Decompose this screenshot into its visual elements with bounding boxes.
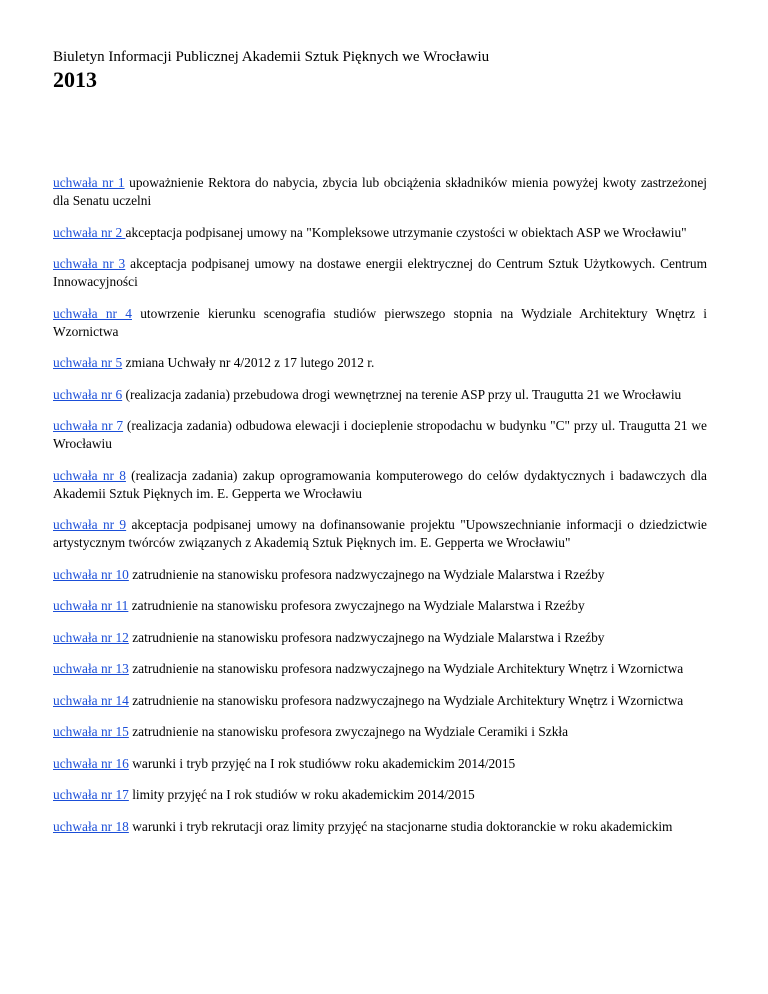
list-item xyxy=(53,305,707,341)
resolution-link-10[interactable]: uchwała nr 10 xyxy=(53,566,129,582)
list-item xyxy=(53,660,707,678)
resolution-description: (realizacja zadania) odbudowa elewacji i docieplenie stropodachu w budynku "C" przy ul. Traugutta 21 we Wrocławiu xyxy=(53,418,707,451)
resolution-link-18[interactable]: uchwała nr 18 xyxy=(53,818,129,834)
resolution-link-16[interactable]: uchwała nr 16 xyxy=(53,755,129,771)
resolution-link-5[interactable]: uchwała nr 5 xyxy=(53,355,123,370)
list-item xyxy=(53,255,707,291)
list-item xyxy=(53,354,707,372)
resolution-link-17[interactable]: uchwała nr 17 xyxy=(53,787,129,802)
list-item xyxy=(53,723,707,741)
resolution-description: utowrzenie kierunku scenografia studiów pierwszego stopnia na Wydziale Architektury Wnętrz i Wzornictwa xyxy=(53,305,707,339)
resolution-description: zatrudnienie na stanowisku profesora zwyczajnego na Wydziale Ceramiki i Szkła xyxy=(128,724,569,739)
resolution-description: zatrudnienie na stanowisku profesora nadzwyczajnego na Wydziale Malarstwa i Rzeźby xyxy=(128,566,605,582)
resolution-link-4[interactable]: uchwała nr 4 xyxy=(53,305,132,321)
list-item xyxy=(53,818,707,836)
resolution-description: zatrudnienie na stanowisku profesora nadzwyczajnego na Wydziale Architektury Wnętrz i Wzornictwa xyxy=(128,692,684,708)
list-item xyxy=(53,417,707,453)
resolution-link-2[interactable]: uchwała nr 2 xyxy=(53,224,126,240)
list-item xyxy=(53,692,707,710)
list-item xyxy=(53,629,707,647)
resolution-link-13[interactable]: uchwała nr 13 xyxy=(53,661,129,676)
resolution-description: akceptacja podpisanej umowy na dostawe energii elektrycznej do Centrum Sztuk Użytkowych. Centrum Innowacyjności xyxy=(53,256,707,289)
resolution-link-11[interactable]: uchwała nr 11 xyxy=(53,598,129,613)
resolution-link-12[interactable]: uchwała nr 12 xyxy=(53,629,129,645)
resolution-description: (realizacja zadania) przebudowa drogi wewnętrznej na terenie ASP przy ul. Traugutta 21 we Wrocławiu xyxy=(122,386,682,402)
list-item xyxy=(53,755,707,773)
resolution-description: zmiana Uchwały nr 4/2012 z 17 lutego 2012 r. xyxy=(122,355,375,370)
resolution-description: zatrudnienie na stanowisku profesora zwyczajnego na Wydziale Malarstwa i Rzeźby xyxy=(128,598,585,613)
list-item xyxy=(53,516,707,552)
bulletin-title: Biuletyn Informacji Publicznej Akademii Sztuk Pięknych we Wrocławiu xyxy=(53,49,490,65)
list-item xyxy=(53,386,707,404)
resolution-description: zatrudnienie na stanowisku profesora nadzwyczajnego na Wydziale Malarstwa i Rzeźby xyxy=(128,629,605,645)
resolution-link-15[interactable]: uchwała nr 15 xyxy=(53,724,129,739)
resolution-link-3[interactable]: uchwała nr 3 xyxy=(53,256,126,271)
resolution-description: limity przyjęć na I rok studiów w roku akademickim 2014/2015 xyxy=(128,787,475,802)
resolution-link-8[interactable]: uchwała nr 8 xyxy=(53,467,126,483)
resolution-link-1[interactable]: uchwała nr 1 xyxy=(53,175,125,190)
resolution-description: zatrudnienie na stanowisku profesora nadzwyczajnego na Wydziale Architektury Wnętrz i Wzornictwa xyxy=(128,661,684,676)
resolution-link-7[interactable]: uchwała nr 7 xyxy=(53,418,124,433)
resolution-link-9[interactable]: uchwała nr 9 xyxy=(53,517,127,532)
list-item xyxy=(53,467,707,503)
resolution-link-6[interactable]: uchwała nr 6 xyxy=(53,386,123,402)
document-page xyxy=(53,48,707,834)
list-item xyxy=(53,566,707,584)
resolution-description: akceptacja podpisanej umowy na dofinansowanie projektu "Upowszechnianie informacji o dziedzictwie artystycznym twórców związanych z Akademią Sztuk Pięknych im. E. Gepperta we Wrocławiu" xyxy=(53,517,707,550)
list-item xyxy=(53,786,707,804)
resolution-description: warunki i tryb przyjęć na I rok studióww roku akademickim 2014/2015 xyxy=(128,755,516,771)
resolutions-list xyxy=(53,174,707,849)
list-item xyxy=(53,174,707,210)
list-item xyxy=(53,224,707,242)
resolution-description: (realizacja zadania) zakup oprogramowania komputerowego do celów dydaktycznych i badawczych dla Akademii Sztuk Pięknych im. E. Gepperta we Wrocławiu xyxy=(53,467,707,501)
year-heading: 2013 xyxy=(53,67,97,92)
resolution-description: upoważnienie Rektora do nabycia, zbycia lub obciążenia składników mienia powyżej kwoty zastrzeżonej dla Senatu uczelni xyxy=(53,175,707,208)
resolution-description: akceptacja podpisanej umowy na "Kompleksowe utrzymanie czystości w obiektach ASP we Wrocławiu" xyxy=(125,224,687,240)
list-item xyxy=(53,597,707,615)
resolution-link-14[interactable]: uchwała nr 14 xyxy=(53,692,129,708)
resolution-description: warunki i tryb rekrutacji oraz limity przyjęć na stacjonarne studia doktoranckie w roku akademickim xyxy=(128,818,673,834)
